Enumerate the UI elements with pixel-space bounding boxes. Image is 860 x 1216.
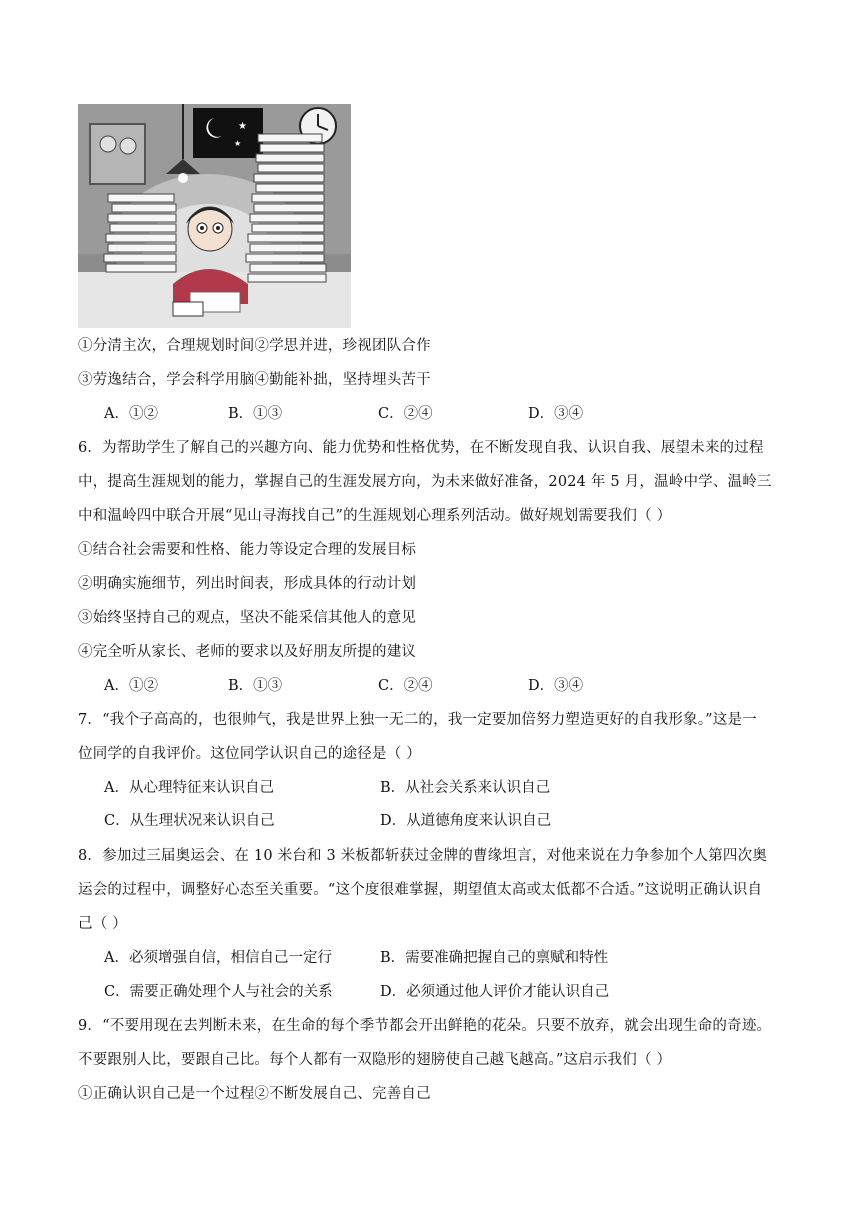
q9-statement-1: ①正确认识自己是一个过程②不断发展自己、完善自己 xyxy=(78,1086,431,1102)
q5-statement-1: ①分清主次，合理规划时间②学思并进，珍视团队合作 xyxy=(78,338,431,354)
q7-option-a[interactable]: A．从心理特征来认识自己 xyxy=(104,780,274,796)
q8-option-a[interactable]: A．必须增强自信，相信自己一定行 xyxy=(104,950,332,966)
q5-option-b[interactable]: B．①③ xyxy=(228,406,283,422)
q5-option-d[interactable]: D．③④ xyxy=(528,406,584,422)
q8-option-b[interactable]: B．需要准确把握自己的禀赋和特性 xyxy=(380,950,609,966)
q6-statement-1: ①结合社会需要和性格、能力等设定合理的发展目标 xyxy=(78,542,417,558)
q8-option-d[interactable]: D．必须通过他人评价才能认识自己 xyxy=(380,984,610,1000)
q5-option-c[interactable]: C．②④ xyxy=(378,406,433,422)
q7-option-c[interactable]: C．从生理状况来认识自己 xyxy=(104,813,275,829)
q6-stem-2: 中，提高生涯规划的能力，掌握自己的生涯发展方向，为未来做好准备，2024 年 5 月，温岭中学、温岭三 xyxy=(78,474,772,490)
q7-stem-1: 7．“我个子高高的，也很帅气，我是世界上独一无二的，我一定要加倍努力塑造更好的自我形象。”这是一 xyxy=(78,712,757,728)
svg-text:★: ★ xyxy=(234,139,242,148)
q8-stem-3: 己（ ） xyxy=(78,916,127,932)
night-window xyxy=(193,108,263,158)
q6-statement-2: ②明确实施细节，列出时间表，形成具体的行动计划 xyxy=(78,576,417,592)
q9-stem-2: 不要跟别人比，要跟自己比。每个人都有一双隐形的翅膀使自己越飞越高。”这启示我们（ ） xyxy=(78,1052,672,1068)
q6-stem-1: 6．为帮助学生了解自己的兴趣方向、能力优势和性格优势，在不断发现自我、认识自我、展望未来的过程 xyxy=(78,440,764,456)
q7-option-b[interactable]: B．从社会关系来认识自己 xyxy=(380,780,551,796)
q5-statement-2: ③劳逸结合，学会科学用脑④勤能补拙，坚持埋头苦干 xyxy=(78,372,431,388)
q8-option-c[interactable]: C．需要正确处理个人与社会的关系 xyxy=(104,984,333,1000)
q8-stem-1: 8．参加过三届奥运会、在 10 米台和 3 米板都斩获过金牌的曹缘坦言，对他来说在力争参加个人第四次奥 xyxy=(78,848,768,864)
q8-stem-2: 运会的过程中，调整好心态至关重要。“这个度很难掌握，期望值太高或太低都不合适。”这说明正确认识自 xyxy=(78,882,763,898)
q6-stem-3: 中和温岭四中联合开展“见山寻海找自己”的生涯规划心理系列活动。做好规划需要我们（ ） xyxy=(78,508,672,524)
q6-option-d[interactable]: D．③④ xyxy=(528,678,584,694)
q6-option-a[interactable]: A．①② xyxy=(104,678,158,694)
q6-option-b[interactable]: B．①③ xyxy=(228,678,283,694)
q5-option-a[interactable]: A．①② xyxy=(104,406,158,422)
svg-text:★: ★ xyxy=(238,121,247,132)
q7-stem-2: 位同学的自我评价。这位同学认识自己的途径是（ ） xyxy=(78,746,421,762)
q6-statement-3: ③始终坚持自己的观点，坚决不能采信其他人的意见 xyxy=(78,610,417,626)
cartoon-illustration xyxy=(78,104,351,328)
q9-stem-1: 9．“不要用现在去判断未来，在生命的每个季节都会开出鲜艳的花朵。只要不放弃，就会出现生命的奇迹。 xyxy=(78,1018,772,1034)
q6-statement-4: ④完全听从家长、老师的要求以及好朋友所提的建议 xyxy=(78,644,417,660)
q7-option-d[interactable]: D．从道德角度来认识自己 xyxy=(380,813,552,829)
q6-option-c[interactable]: C．②④ xyxy=(378,678,433,694)
